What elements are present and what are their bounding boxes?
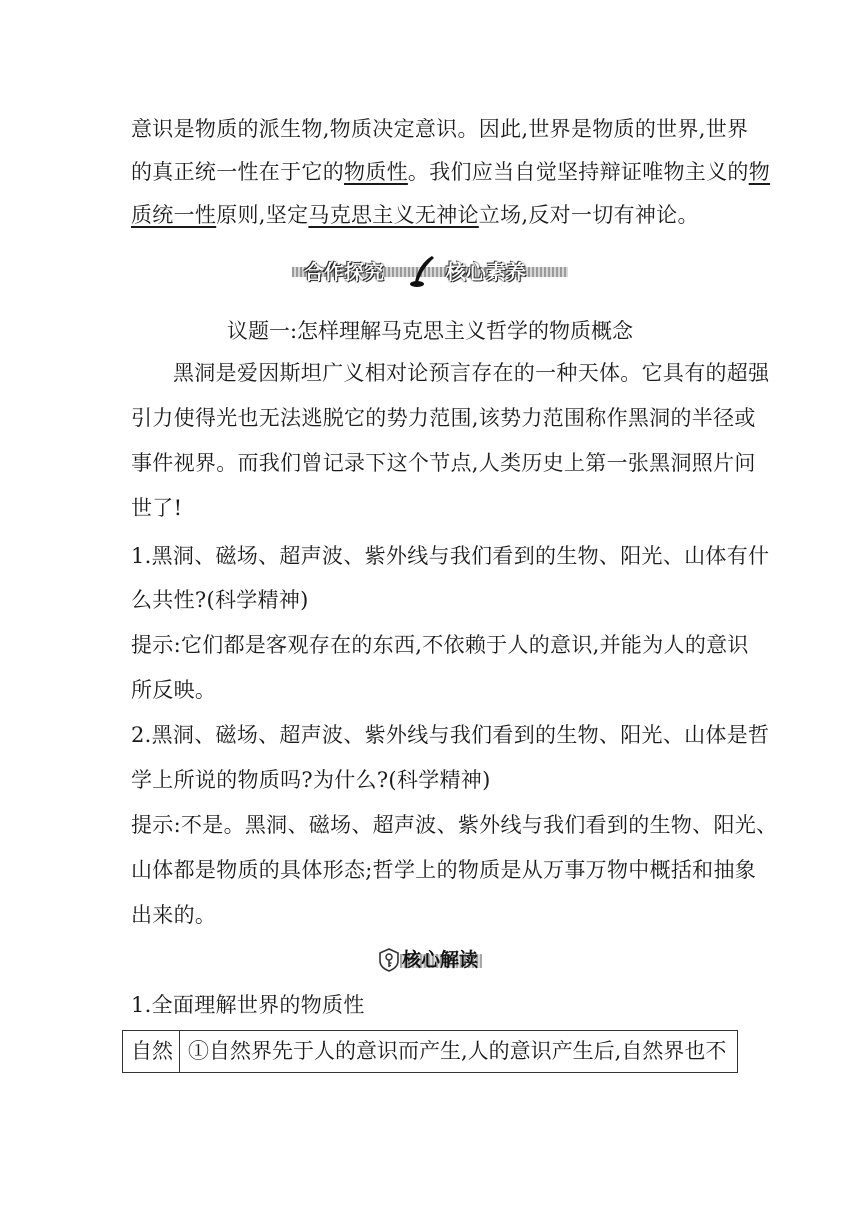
table-cell-category: 自然 bbox=[123, 1031, 180, 1073]
section-banner bbox=[292, 258, 568, 286]
underlined-term: 物质性 bbox=[344, 160, 408, 184]
para-line-3: 事件视界。而我们曾记录下这个节点,人类历史上第一张黑洞照片问 bbox=[131, 451, 756, 475]
core-reading-text: 核心解读 bbox=[402, 949, 479, 971]
table-cell-content: ①自然界先于人的意识而产生,人的意识产生后,自然界也不 bbox=[180, 1031, 738, 1073]
question-1-line-2: 么共性?(科学精神) bbox=[131, 588, 309, 612]
para-line-2: 引力使得光也无法逃脱它的势力范围,该势力范围称作黑洞的半径或 bbox=[131, 406, 756, 430]
content-table bbox=[122, 1030, 738, 1073]
banner-right-label: 核心素养 bbox=[446, 260, 526, 284]
intro-text: 立场,反对一切有神论。 bbox=[478, 203, 699, 227]
underlined-term: 马克思主义无神论 bbox=[308, 203, 479, 227]
answer-2-line-1: 提示:不是。黑洞、磁场、超声波、紫外线与我们看到的生物、阳光、 bbox=[131, 813, 778, 837]
question-2-line-1: 2.黑洞、磁场、超声波、紫外线与我们看到的生物、阳光、山体是哲 bbox=[131, 723, 770, 747]
section-1-heading: 1.全面理解世界的物质性 bbox=[131, 993, 365, 1017]
core-reading-label bbox=[378, 945, 482, 975]
intro-line-2 bbox=[131, 157, 770, 187]
intro-text: 。我们应当自觉坚持辩证唯物主义的 bbox=[407, 160, 749, 184]
answer-1-line-1: 提示:它们都是客观存在的东西,不依赖于人的意识,并能为人的意识 bbox=[131, 633, 749, 657]
topic-heading: 议题一:怎样理解马克思主义哲学的物质概念 bbox=[226, 319, 634, 343]
quill-pen-icon bbox=[408, 254, 438, 288]
intro-text: 的真正统一性在于它的 bbox=[131, 160, 344, 184]
intro-line-1: 意识是物质的派生物,物质决定意识。因此,世界是物质的世界,世界 bbox=[131, 117, 749, 141]
question-1-line-1: 1.黑洞、磁场、超声波、紫外线与我们看到的生物、阳光、山体有什 bbox=[131, 544, 770, 568]
para-line-4: 世了! bbox=[131, 496, 183, 520]
key-icon bbox=[378, 948, 400, 972]
answer-2-line-3: 出来的。 bbox=[131, 903, 217, 927]
table-row bbox=[123, 1031, 738, 1073]
para-line-1: 黑洞是爱因斯坦广义相对论预言存在的一种天体。它具有的超强 bbox=[173, 361, 770, 385]
underlined-term: 质统一性 bbox=[131, 203, 217, 227]
intro-text: 原则,坚定 bbox=[216, 203, 309, 227]
banner-left-label: 合作探究 bbox=[304, 260, 384, 284]
answer-2-line-2: 山体都是物质的具体形态;哲学上的物质是从万事万物中概括和抽象 bbox=[131, 858, 757, 882]
question-2-line-2: 学上所说的物质吗?为什么?(科学精神) bbox=[131, 768, 491, 792]
underlined-term: 物 bbox=[748, 160, 771, 184]
answer-1-line-2: 所反映。 bbox=[131, 678, 217, 702]
intro-line-3 bbox=[131, 200, 699, 230]
